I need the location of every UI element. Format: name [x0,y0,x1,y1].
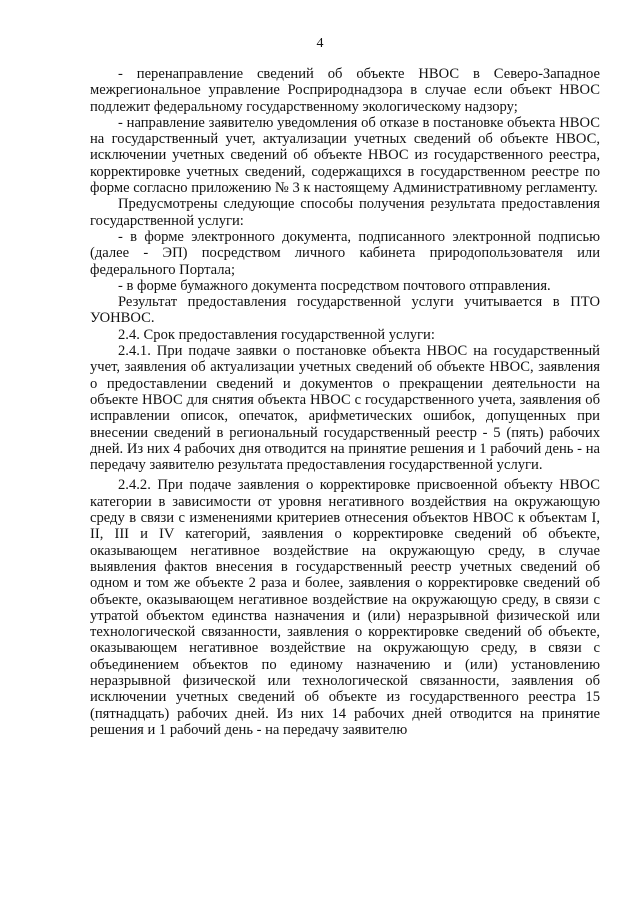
paragraph-paper-form: - в форме бумажного документа посредством почтового отправления. [118,277,551,294]
paragraph-refusal-notice: - направление заявителю уведомления об отказе в постановке объекта НВОС на государственный учет, актуализации учетных сведений об объекте НВОС, исключении учетных сведений об объекте НВОС из государственного реестра, корректировке учетных сведений, содержащихся в государственном реестре по форме согласно приложению № 3 к настоящему Административному регламенту. [90,114,600,197]
paragraph-2-4-1: 2.4.1. При подаче заявки о постановке объекта НВОС на государственный учет, заявления об актуализации учетных сведений об объекте НВОС, заявления о предоставлении сведений и документов о прекращении деятельности на объекте НВОС для снятия объекта НВОС с государственного учета, заявления об исправлении описок, опечаток, арифметических ошибок, допущенных при внесении сведений в региональный государственный реестр - 5 (пять) рабочих дней. Из них 4 рабочих дня отводится на принятие решения и 1 рабочий день - на передачу заявителю результата предоставления государственной услуги. [90,343,600,474]
paragraph-redirect-info: - перенаправление сведений об объекте НВОС в Северо-Западное межрегиональное управление Росприроднадзора в случае если объект НВОС подлежит федеральному государственному экологическому надзору; [90,66,600,115]
section-heading-2-4: 2.4. Срок предоставления государственной услуги: [118,326,435,343]
paragraph-electronic-form: - в форме электронного документа, подписанного электронной подписью (далее - ЭП) посредством личного кабинета природопользователя или федерального Портала; [90,228,600,278]
page-number: 4 [316,36,324,51]
paragraph-2-4-2: 2.4.2. При подаче заявления о корректировке присвоенной объекту НВОС категории в зависимости от уровня негативного воздействия на окружающую среду в связи с изменениями критериев отнесения объектов НВОС к объектам I, II, III и IV категорий, заявления о корректировке сведений об объекте, оказывающем негативное воздействие на окружающую среду, в случае выявления фактов внесения в государственный реестр учетных сведений об одном и том же объекте 2 раза и более, заявления о корректировке сведений об объекте, оказывающем негативное воздействие на окружающую среду, в связи с утратой объектом единства назначения и (или) неразрывной физической или технологической связанности, заявления о корректировке сведений об объекте, оказывающем негативное воздействие на окружающую среду, в связи с объединением объектов по единому назначению и (или) установлению неразрывной физической или технологической связанности, заявления об исключении учетных сведений об объекте из государственного реестра 15 (пятнадцать) рабочих дней. Из них 14 рабочих дней отводится на принятие решения и 1 рабочий день - на передачу заявителю [90,477,600,738]
paragraph-result-accounting: Результат предоставления государственной услуги учитывается в ПТО УОНВОС. [90,294,600,327]
document-body [90,66,600,738]
paragraph-result-methods: Предусмотрены следующие способы получения результата предоставления государственной услуги: [90,196,600,229]
